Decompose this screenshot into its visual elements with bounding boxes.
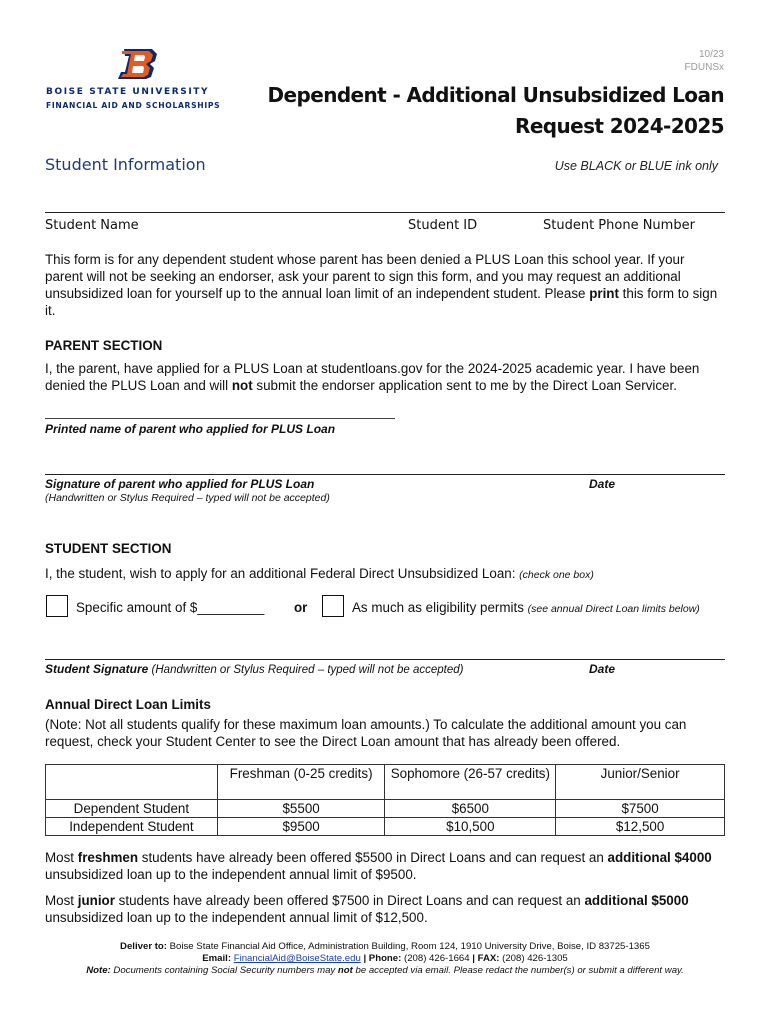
max-eligibility-checkbox[interactable] (322, 595, 344, 617)
page-title (268, 80, 724, 142)
loan-limits-note: (Note: Not all students qualify for these maximum loan amounts.) To calculate the additional amount you can request, check your Student Center to see the Direct Loan amount that has already been offered. (45, 717, 687, 749)
parent-statement: I, the parent, have applied for a PLUS Loan at studentloans.gov for the 2024-2025 academic year. I have been denied the PLUS Loan and will not submit the endorser application sent to me by the Direct Loan Servicer. (45, 361, 700, 393)
student-date-label: Date (589, 662, 616, 676)
table-cell: $10,500 (385, 818, 556, 836)
student-statement: I, the student, wish to apply for an additional Federal Direct Unsubsidized Loan: (check one box) (45, 566, 594, 581)
option-or-label: or (294, 600, 308, 615)
table-header-cell: Freshman (0-25 credits) (217, 765, 385, 800)
student-section-heading: STUDENT SECTION (45, 541, 172, 556)
table-header-row (46, 765, 725, 800)
table-header-cell: Sophomore (26-57 credits) (385, 765, 556, 800)
student-info-heading: Student Information (45, 155, 206, 174)
table-row (46, 818, 725, 836)
title-line-1: Dependent - Additional Unsubsidized Loan (267, 83, 724, 107)
student-signature-note: (Handwritten or Stylus Required – typed will not be accepted) (148, 664, 464, 676)
table-header-cell: Junior/Senior (556, 765, 725, 800)
parent-signature-line[interactable] (45, 474, 725, 475)
boise-state-b-logo (118, 48, 158, 80)
logo-department-name: FINANCIAL AID AND SCHOLARSHIPS (46, 101, 221, 110)
table-cell: $9500 (217, 818, 385, 836)
junior-example: Most junior students have already been offered $7500 in Direct Loans and can request an additional $5000 unsubsidized loan up to the independent annual limit of $12,500. (45, 893, 689, 925)
student-name-label: Student Name (45, 218, 139, 233)
freshman-example: Most freshmen students have already been offered $5500 in Direct Loans and can request an additional $4000 unsubsidized loan up to the independent annual limit of $9500. (45, 850, 712, 882)
table-cell: $12,500 (556, 818, 725, 836)
logo-university-name: BOISE STATE UNIVERSITY (46, 87, 210, 97)
student-signature-label-row (45, 662, 463, 676)
parent-printed-name-label: Printed name of parent who applied for PLUS Loan (45, 422, 336, 436)
table-cell: $6500 (385, 800, 556, 818)
table-header-cell (46, 765, 218, 800)
form-code: FDUNSx (684, 62, 724, 73)
student-info-field-line[interactable] (45, 212, 725, 213)
table-cell: $5500 (217, 800, 385, 818)
table-row (46, 800, 725, 818)
footer-note: Note: Documents containing Social Security numbers may not be accepted via email. Please redact the number(s) or submit a different way. (86, 965, 684, 976)
parent-section-heading: PARENT SECTION (45, 338, 163, 353)
intro-paragraph: This form is for any dependent student whose parent has been denied a PLUS Loan this school year. If your parent will not be seeking an endorser, ask your parent to sign this form, and you may request an additional unsubsidized loan for yourself up to the annual loan limit of an independent student. Please print this form to sign it. (45, 252, 718, 318)
parent-signature-label: Signature of parent who applied for PLUS Loan (45, 477, 315, 491)
table-row-label: Dependent Student (46, 800, 218, 818)
parent-date-label: Date (589, 477, 616, 491)
parent-signature-note: (Handwritten or Stylus Required – typed will not be accepted) (45, 492, 330, 504)
title-line-2: Request 2024-2025 (515, 114, 724, 138)
parent-printed-name-line[interactable] (45, 418, 395, 419)
ink-instruction: Use BLACK or BLUE ink only (554, 159, 718, 173)
student-signature-label: Student Signature (45, 662, 149, 676)
revision-date: 10/23 (698, 49, 724, 60)
loan-limits-table (45, 764, 725, 836)
email-link[interactable]: FinancialAid@BoiseState.edu (233, 953, 361, 964)
loan-limits-heading: Annual Direct Loan Limits (45, 697, 211, 712)
table-cell: $7500 (556, 800, 725, 818)
student-signature-line[interactable] (45, 659, 725, 660)
max-eligibility-label: As much as eligibility permits (see annual Direct Loan limits below) (352, 600, 700, 615)
student-id-label: Student ID (408, 218, 478, 233)
footer-contact: Email: FinancialAid@BoiseState.edu | Phone: (208) 426-1664 | FAX: (208) 426-1305 (202, 953, 568, 964)
table-row-label: Independent Student (46, 818, 218, 836)
student-phone-label: Student Phone Number (543, 218, 695, 233)
footer-delivery: Deliver to: Boise State Financial Aid Office, Administration Building, Room 124, 1910 University Drive, Boise, ID 83725-1365 (120, 941, 650, 952)
specific-amount-checkbox[interactable] (46, 595, 68, 617)
specific-amount-label: Specific amount of $_________ (76, 600, 265, 615)
form-revision (685, 48, 724, 74)
